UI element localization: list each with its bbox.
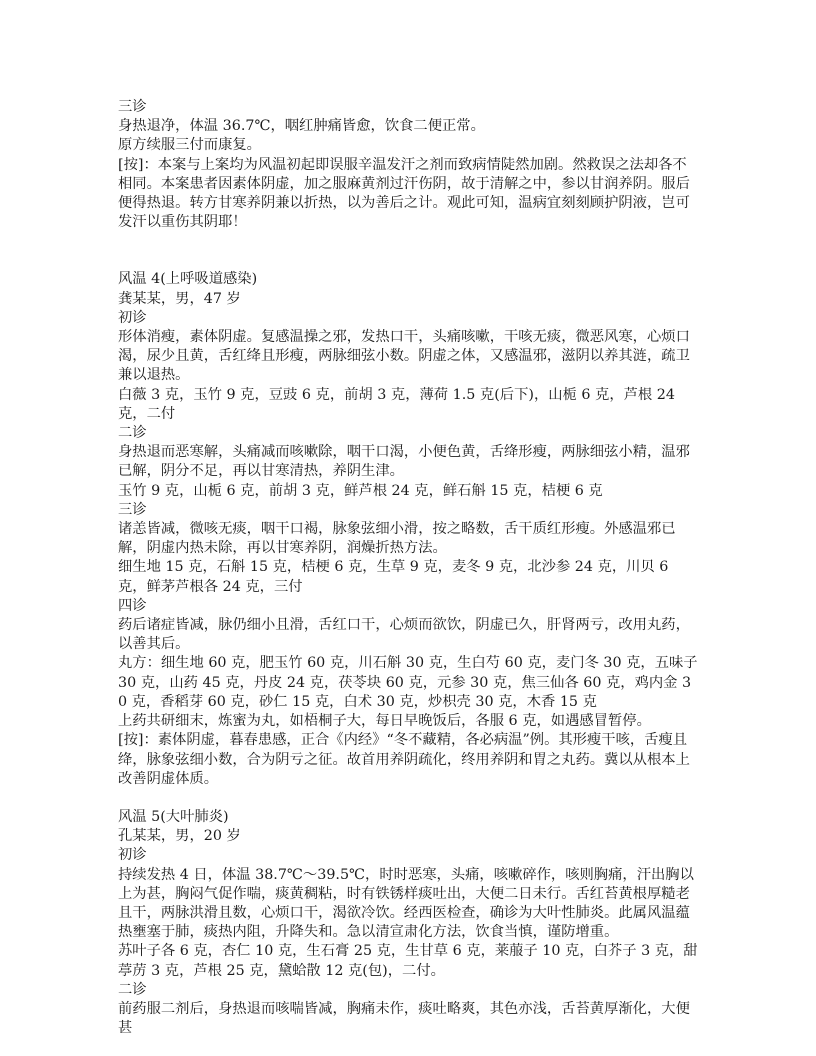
paragraph: 药后诸症皆减，脉仍细小且滑，舌红口干，心烦而欲饮，阴虚已久，肝肾两亏，改用丸药，以善其后。 (118, 617, 690, 653)
paragraph: 身热退净，体温 36.7℃，咽红肿痛皆愈，饮食二便正常。 (118, 118, 485, 135)
visit-heading: 二诊 (118, 981, 147, 998)
visit-heading: 初诊 (118, 309, 147, 326)
visit-heading: 四诊 (118, 597, 147, 614)
prescription: 白薇 3 克，玉竹 9 克，豆豉 6 克，前胡 3 克，薄荷 1.5 克(后下)，山栀 6 克，芦根 24 克，二付 (118, 386, 675, 422)
patient-info: 孔某某，男，20 岁 (118, 828, 241, 845)
paragraph: 身热退而恶寒解，头痛减而咳嗽除，咽干口渴，小便色黄，舌绛形瘦，两脉细弦小精，温邪已解，阴分不足，再以甘寒清热，养阴生津。 (118, 444, 690, 480)
section-spacer (118, 232, 700, 270)
visit-heading: 三诊 (118, 501, 147, 518)
commentary-note: [按]：素体阴虚，暮春患感，正合《内经》“冬不藏精，各必病温”例。其形瘦干咳，舌瘦且绛，脉象弦细小数，合为阴亏之征。故首用养阴疏化，终用养阴和胃之丸药。冀以从根本上改善阴虚体质。 (118, 732, 690, 787)
paragraph: 前药服二剂后，身热退而咳喘皆减，胸痛未作，痰吐略爽，其色亦浅，舌苔黄厚渐化，大便甚 (118, 1000, 690, 1037)
case-title: 风温 5(大叶肺炎) (118, 808, 229, 825)
case5-section (118, 808, 700, 1038)
visit-heading: 三诊 (118, 99, 147, 115)
prescription: 玉竹 9 克，山栀 6 克，前胡 3 克，鲜芦根 24 克，鲜石斛 15 克，桔梗 6 克 (118, 482, 603, 499)
paragraph: 持续发热 4 日，体温 38.7℃～39.5℃，时时恶寒，头痛，咳嗽碎作，咳则胸痛，汗出胸以上为甚，胸闷气促作喘，痰黄稠粘，时有铁锈样痰吐出，大便二日未行。舌红苔黄根厚糙老且干，两脉洪滑且数，心烦口干，渴欲冷饮。经西医检查，确诊为大叶性肺炎。此属风温蕴热壅塞于肺，痰热内阻，升降失和。急以清宣肃化方法，饮食当慎，谨防增重。 (118, 866, 694, 941)
visit-heading: 二诊 (118, 425, 147, 442)
prescription: 苏叶子各 6 克，杏仁 10 克，生石膏 25 克，生甘草 6 克，莱菔子 10 克，白芥子 3 克，甜葶苈 3 克，芦根 25 克，黛蛤散 12 克(包)，二付。 (118, 943, 698, 979)
document-page (118, 98, 700, 1038)
commentary-note: [按]：本案与上案均为风温初起即误服辛温发汗之剂而致病情陡然加剧。然救误之法却各不相同。本案患者因素体阴虚，加之服麻黄剂过汗伤阴，故于清解之中，参以甘润养阴。服后便得热退。转方甘寒养阴兼以折热，以为善后之计。观此可知，温病宜刻刻顾护阴液，岂可发汗以重伤其阴耶！ (118, 156, 690, 231)
pill-prescription: 丸方：细生地 60 克，肥玉竹 60 克，川石斛 30 克，生白芍 60 克，麦门冬 30 克，五味子 30 克，山药 45 克，丹皮 24 克，茯苓块 60 克，元参 30 克，焦三仙各 60 克，鸡内金 30 克，香稻芽 60 克，砂仁 15 克，白术 30 克，炒枳壳 30 克，木香 15 克 (118, 655, 698, 710)
prescription: 细生地 15 克，石斛 15 克，桔梗 6 克，生草 9 克，麦冬 9 克，北沙参 24 克，川贝 6 克，鲜茅芦根各 24 克，三付 (118, 559, 669, 595)
case3-section (118, 98, 700, 232)
case-title: 风温 4(上呼吸道感染) (118, 271, 258, 288)
paragraph: 形体消瘦，素体阴虚。复感温操之邪，发热口干，头痛咳嗽，干咳无痰，微恶风寒，心烦口渴，尿少且黄，舌红绛且形瘦，两脉细弦小数。阴虚之体，又感温邪，滋阴以养其涟，疏卫兼以退热。 (118, 329, 690, 384)
case4-section (118, 270, 700, 788)
paragraph: 原方续服三付而康复。 (118, 137, 261, 154)
section-spacer (118, 789, 700, 808)
patient-info: 龚某某，男，47 岁 (118, 290, 241, 307)
visit-heading: 初诊 (118, 847, 147, 864)
paragraph: 诸恙皆减，微咳无痰，咽干口褐，脉象弦细小滑，按之略数，舌干质红形瘦。外感温邪已解，阴虚内热未除，再以甘寒养阴，润燥折热方法。 (118, 521, 676, 557)
paragraph: 上药共研细末，炼蜜为丸，如梧桐子大，每日早晚饭后，各服 6 克，如遇感冒暂停。 (118, 713, 651, 730)
